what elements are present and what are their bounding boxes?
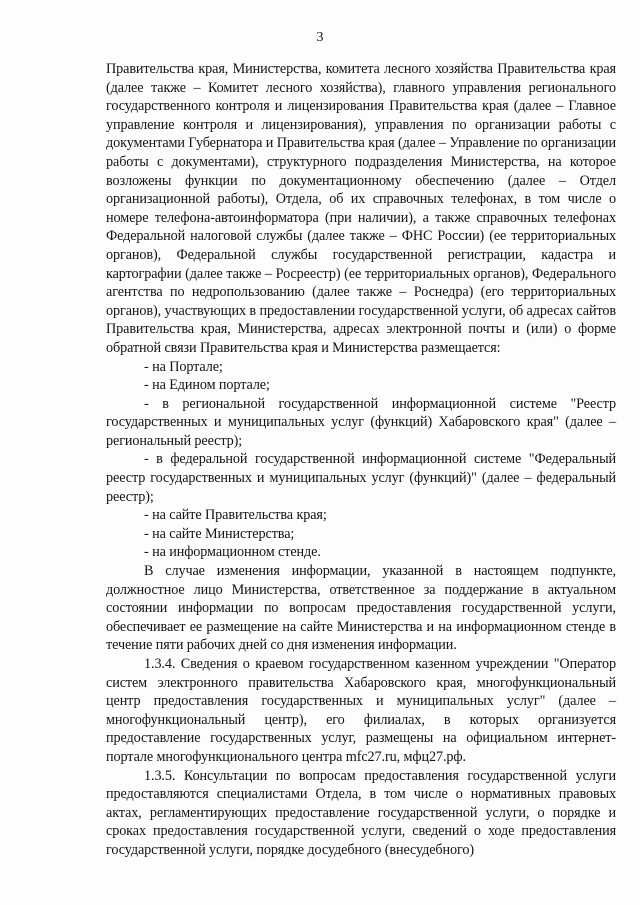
document-body [106, 60, 616, 860]
paragraph-continuation: Правительства края, Министерства, комитета лесного хозяйства Правительства края (далее также – Комитет лесного хозяйства), главного управления регионального государственного контроля и лицензирования Правительства края (далее – Главное управление контроля и лицензирования), управления по организации работы с документами Губернатора и Правительства края (далее – Управление по организации работы с документами), структурного подразделения Министерства, на которое возложены функции по документационному обеспечению (далее – Отдел организационной работы), Отдела, об их справочных телефонах, в том числе о номере телефона-автоинформатора (при наличии), а также справочных телефонах Федеральной налоговой службы (далее также – ФНС России) (ее территориальных органов), Федеральной службы государственной регистрации, кадастра и картографии (далее также – Росреестр) (ее территориальных органов), Федерального агентства по недропользованию (далее также – Роснедра) (его территориальных органов), участвующих в предоставлении государственной услуги, об адресах сайтов Правительства края, Министерства, адресах электронной почты и (или) о форме обратной связи Правительства края и Министерства размещается: [106, 61, 616, 356]
paragraph-1-3-4: 1.3.4. Сведения о краевом государственном казенном учреждении "Оператор систем электронного правительства Хабаровского края, многофункциональный центр предоставления государственных и муниципальных услуг" (далее – многофункциональный центр), его филиалах, в которых организуется предоставление государственных услуг, размещены на официальном интернет-портале многофункционального центра mfc27.ru, мфц27.рф. [106, 656, 616, 765]
page-number: 3 [316, 30, 324, 45]
list-item-federal-registry: - в федеральной государственной информационной системе "Федеральный реестр государственных и муниципальных услуг (функций)" (далее – федеральный реестр); [106, 451, 616, 505]
list-item-ministry-site: - на сайте Министерства; [144, 525, 295, 542]
list-item-single-portal: - на Едином портале; [144, 377, 270, 394]
list-item-portal: - на Портале; [144, 358, 223, 375]
list-item-info-stand: - на информационном стенде. [144, 544, 321, 561]
paragraph-1-3-5: 1.3.5. Консультации по вопросам предоставления государственной услуги предоставляются специалистами Отдела, в том числе о нормативных правовых актах, регламентирующих предоставление государственной услуги, о порядке и сроках предоставления государственной услуги, сведений о ходе предоставления государственной услуги, порядке досудебного (внесудебного) [106, 767, 616, 858]
list-item-regional-registry: - в региональной государственной информационной системе "Реестр государственных и муниципальных услуг (функций) Хабаровского края" (далее – региональный реестр); [106, 395, 616, 449]
paragraph-info-change: В случае изменения информации, указанной в настоящем подпункте, должностное лицо Министерства, ответственное за поддержание в актуальном состоянии информации по вопросам предоставления государственной услуги, обеспечивает ее размещение на сайте Министерства и на информационном стенде в течение пяти рабочих дней со дня изменения информации. [106, 563, 616, 654]
list-item-government-site: - на сайте Правительства края; [144, 507, 327, 524]
